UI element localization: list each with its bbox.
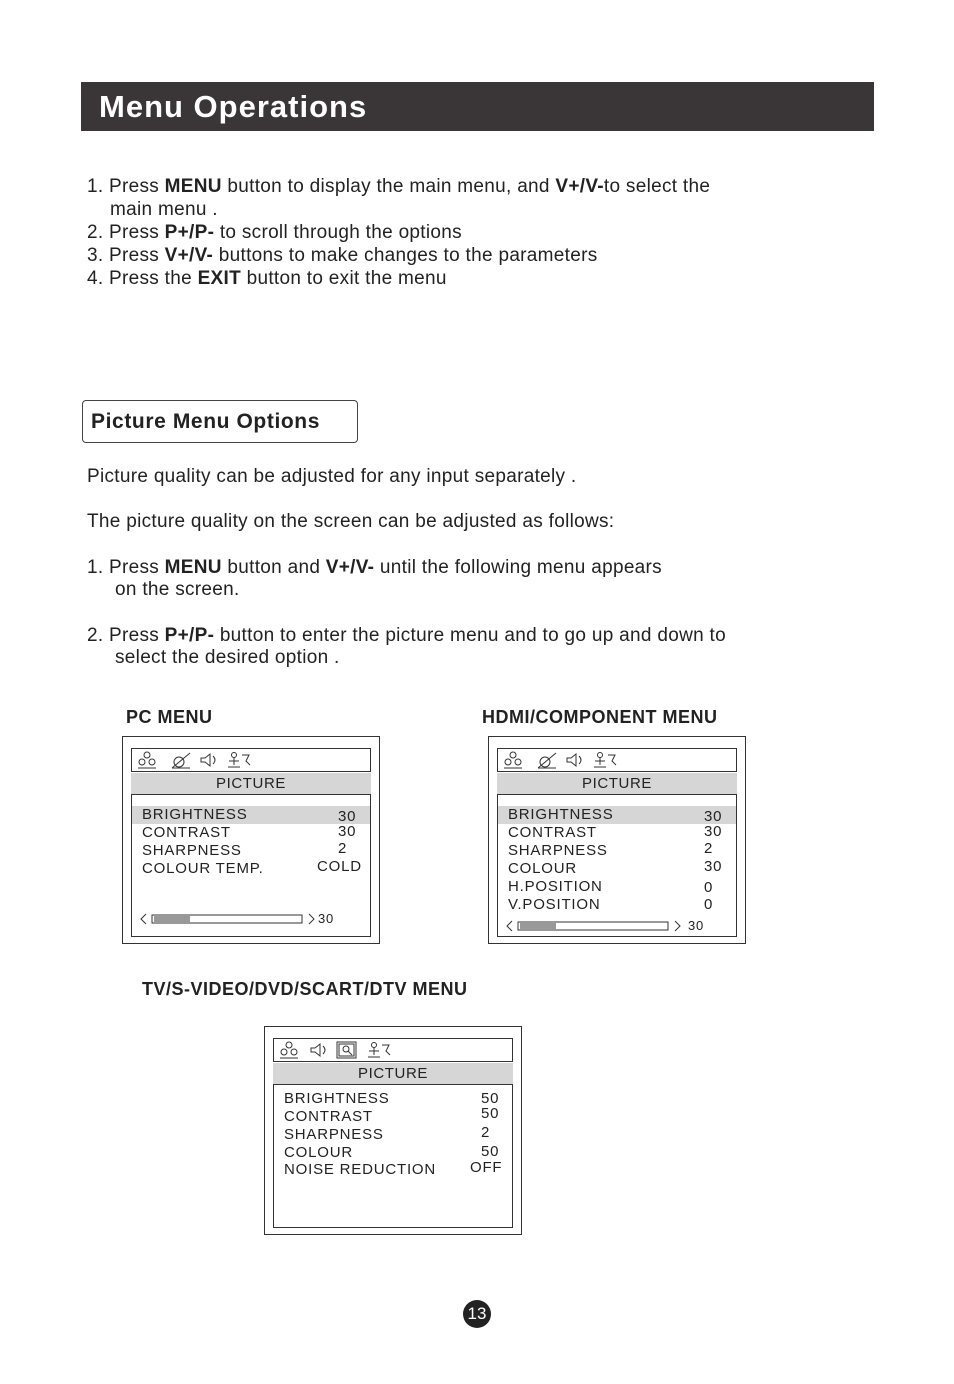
screen-magnifier-icon <box>336 1041 358 1059</box>
header-banner <box>81 82 874 131</box>
settings-figure-icon <box>366 1041 392 1059</box>
menu-item: CONTRAST <box>142 824 231 841</box>
step-3: 3. Press V+/V- buttons to make changes to the parameters <box>87 245 598 266</box>
intro-line-1: Picture quality can be adjusted for any input separately . <box>87 466 577 487</box>
hdmi-menu-title: PICTURE <box>497 773 737 794</box>
hdmi-menu-list <box>497 794 737 937</box>
step-4: 4. Press the EXIT button to exit the menu <box>87 268 447 289</box>
menu-value: 30 <box>704 808 723 825</box>
page-number: 13 <box>463 1300 491 1328</box>
intro-step-1: 1. Press MENU button and V+/V- until the following menu appears on the screen. <box>87 557 662 600</box>
tv-menu-label: TV/S-VIDEO/DVD/SCART/DTV MENU <box>142 979 468 999</box>
menu-item: SHARPNESS <box>284 1126 384 1143</box>
menu-item: COLOUR TEMP. <box>142 860 264 877</box>
pc-menu-list <box>131 794 371 937</box>
intro-line-2: The picture quality on the screen can be adjusted as follows: <box>87 511 615 532</box>
menu-item: COLOUR <box>508 860 577 877</box>
tv-menu-diagram <box>264 1026 522 1235</box>
crossed-tool-icon <box>536 751 558 769</box>
menu-value: 50 <box>481 1090 500 1107</box>
menu-value: 30 <box>338 808 357 825</box>
menu-item: BRIGHTNESS <box>284 1090 390 1107</box>
menu-item: SHARPNESS <box>142 842 242 859</box>
menu-item: CONTRAST <box>284 1108 373 1125</box>
section-title: Picture Menu Options <box>91 410 321 433</box>
speaker-icon <box>198 751 220 769</box>
slider-value: 30 <box>688 918 705 933</box>
hdmi-menu-diagram <box>488 736 746 944</box>
settings-figure-icon <box>592 751 618 769</box>
hdmi-menu-label: HDMI/COMPONENT MENU <box>482 707 718 727</box>
menu-value: COLD <box>317 858 362 875</box>
pc-menu-title: PICTURE <box>131 773 371 794</box>
tv-menu-list <box>273 1084 513 1228</box>
picture-people-icon <box>502 751 524 769</box>
picture-people-icon <box>136 751 158 769</box>
pc-menu-slider <box>139 913 339 925</box>
picture-people-icon <box>278 1041 300 1059</box>
menu-value: 0 <box>704 896 714 913</box>
slider-value: 30 <box>318 911 335 926</box>
menu-item: COLOUR <box>284 1144 353 1161</box>
pc-menu-icon-bar <box>131 748 371 772</box>
menu-item: CONTRAST <box>508 824 597 841</box>
section-heading <box>82 400 358 443</box>
crossed-tool-icon <box>170 751 192 769</box>
menu-operation-steps <box>87 175 710 290</box>
menu-value: 50 <box>481 1105 500 1122</box>
menu-item: SHARPNESS <box>508 842 608 859</box>
menu-item: BRIGHTNESS <box>498 806 736 824</box>
menu-value: 50 <box>481 1143 500 1160</box>
intro-step-2: 2. Press P+/P- button to enter the picture menu and to go up and down to select the desired option . <box>87 625 726 668</box>
menu-item: V.POSITION <box>508 896 601 913</box>
menu-value: OFF <box>470 1159 503 1176</box>
step-2: 2. Press P+/P- to scroll through the options <box>87 222 462 243</box>
menu-value: 0 <box>704 879 714 896</box>
pc-menu-diagram <box>122 736 380 944</box>
speaker-icon <box>564 751 586 769</box>
hdmi-menu-slider <box>505 920 705 932</box>
page-title: Menu Operations <box>99 89 368 124</box>
menu-value: 2 <box>704 840 714 857</box>
menu-value: 2 <box>481 1124 491 1141</box>
step-1: 1. Press MENU button to display the main menu, and V+/V-to select the <box>87 176 711 197</box>
menu-value: 2 <box>338 840 348 857</box>
menu-value: 30 <box>704 823 723 840</box>
pc-menu-label: PC MENU <box>126 707 213 727</box>
menu-item: NOISE REDUCTION <box>284 1161 437 1178</box>
menu-value: 30 <box>704 858 723 875</box>
step-1-continued: main menu . <box>110 199 218 220</box>
tv-menu-icon-bar <box>273 1038 513 1062</box>
menu-item: H.POSITION <box>508 878 603 895</box>
settings-figure-icon <box>226 751 252 769</box>
tv-menu-title: PICTURE <box>273 1063 513 1084</box>
menu-item: BRIGHTNESS <box>132 806 370 824</box>
hdmi-menu-icon-bar <box>497 748 737 772</box>
speaker-icon <box>308 1041 330 1059</box>
menu-value: 30 <box>338 823 357 840</box>
